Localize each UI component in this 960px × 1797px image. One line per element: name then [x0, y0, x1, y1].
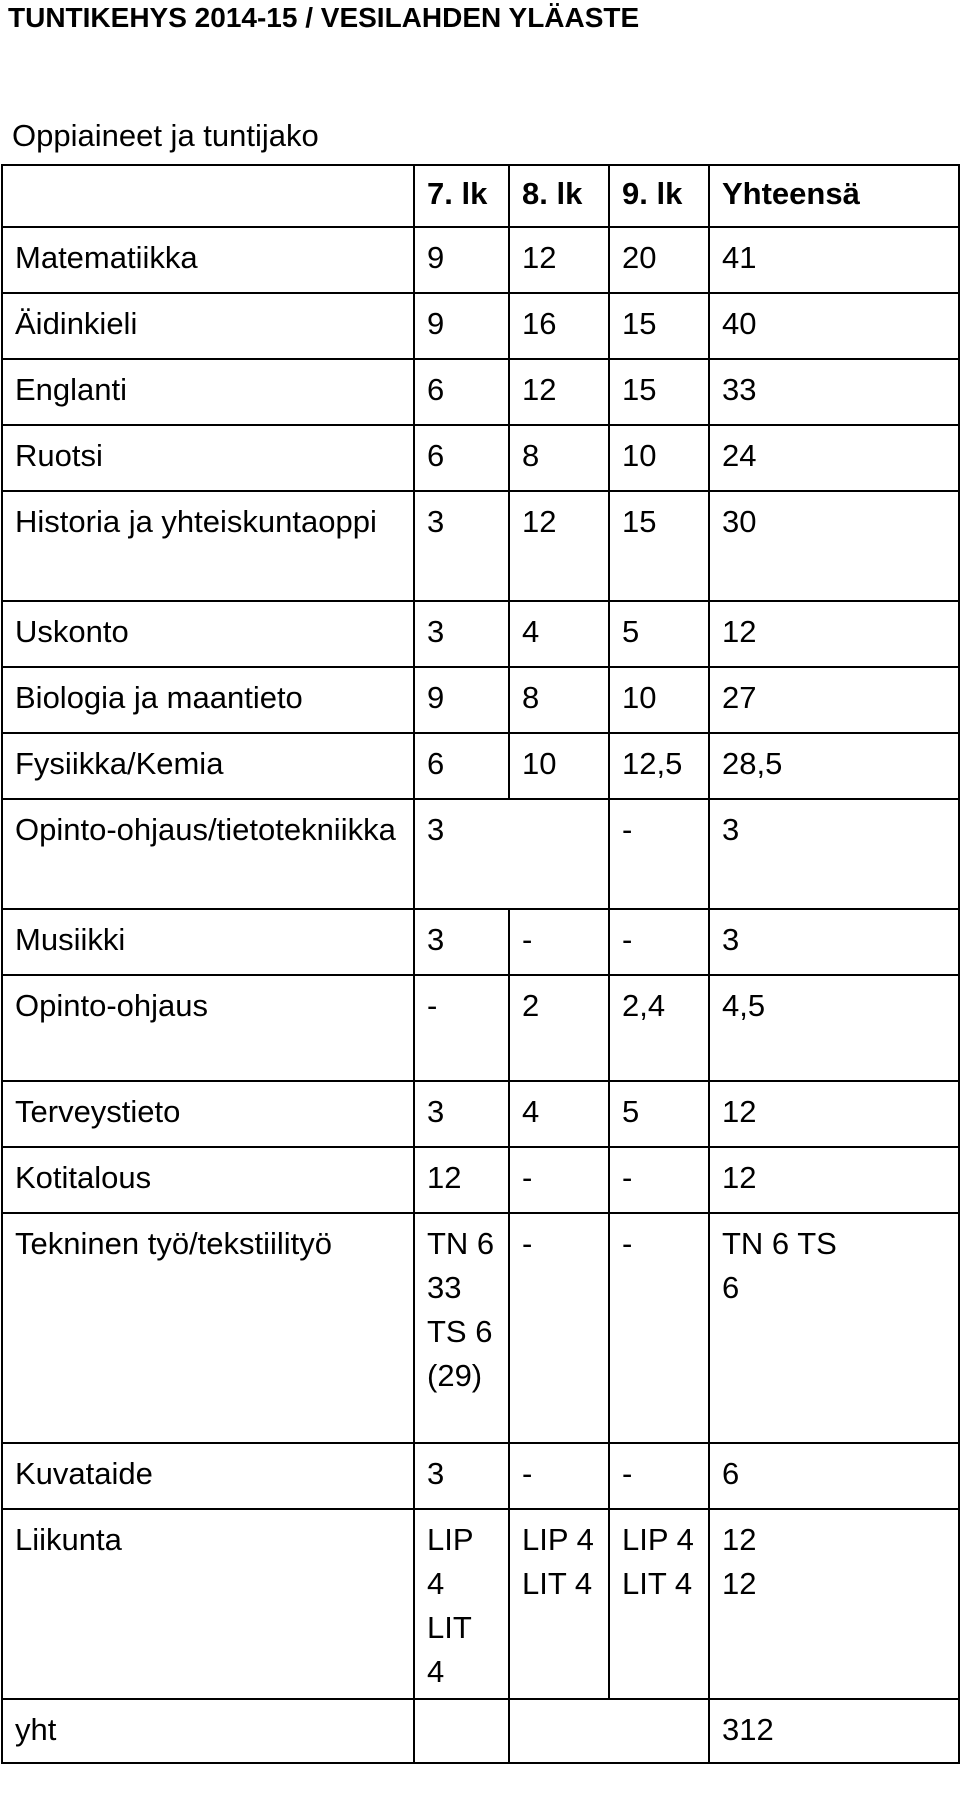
cell-grade-9: 5: [609, 601, 709, 667]
cell-subject: Opinto-ohjaus/tietotekniikka: [2, 799, 414, 909]
table-row: [2, 425, 959, 491]
cell-grade-9: 12,5: [609, 733, 709, 799]
table-row: [2, 491, 959, 601]
cell-total: 33: [709, 359, 959, 425]
cell-total: 4,5: [709, 975, 959, 1081]
cell-grade-9: 20: [609, 227, 709, 293]
cell-grade-7: -: [414, 975, 509, 1081]
document-title: TUNTIKEHYS 2014-15 / VESILAHDEN YLÄASTE: [8, 2, 640, 33]
table-row: [2, 1147, 959, 1213]
cell-grade-8: LIP 4 LIT 4: [509, 1509, 609, 1699]
cell-total: 28,5: [709, 733, 959, 799]
cell-total: 12 12: [709, 1509, 959, 1699]
cell-grade-9: 5: [609, 1081, 709, 1147]
cell-grade-7: [414, 1699, 509, 1763]
table-row: [2, 227, 959, 293]
table-row-total: [2, 1699, 959, 1763]
table-row: [2, 1443, 959, 1509]
cell-grade-7: 12: [414, 1147, 509, 1213]
cell-grade-9: 2,4: [609, 975, 709, 1081]
cell-grade-8: 10: [509, 733, 609, 799]
cell-grade-9: 15: [609, 359, 709, 425]
cell-total: 6: [709, 1443, 959, 1509]
cell-grade-9: -: [609, 1147, 709, 1213]
cell-grade-7: LIP 4 LIT 4: [414, 1509, 509, 1699]
cell-total: 12: [709, 1081, 959, 1147]
cell-subject: Uskonto: [2, 601, 414, 667]
cell-grade-7: 3: [414, 1443, 509, 1509]
cell-grade-8: 12: [509, 491, 609, 601]
table-row: [2, 909, 959, 975]
header-cell-grade-7: 7. lk: [414, 165, 509, 227]
cell-subject: Liikunta: [2, 1509, 414, 1699]
cell-grade-7: 3: [414, 1081, 509, 1147]
table-row: [2, 667, 959, 733]
header-cell-grade-9: 9. lk: [609, 165, 709, 227]
cell-grade-8: 16: [509, 293, 609, 359]
cell-grade-9: 10: [609, 667, 709, 733]
cell-grade-7: 3: [414, 909, 509, 975]
cell-subject: Ruotsi: [2, 425, 414, 491]
cell-grade-9: -: [609, 909, 709, 975]
cell-grade-7: 6: [414, 733, 509, 799]
cell-grade-7: 6: [414, 359, 509, 425]
table-row: [2, 975, 959, 1081]
table-row: [2, 733, 959, 799]
cell-grade-8: 2: [509, 975, 609, 1081]
header-cell-grade-8: 8. lk: [509, 165, 609, 227]
table-header-row: [2, 165, 959, 227]
cell-grade-7: 3: [414, 491, 509, 601]
cell-subject: Biologia ja maantieto: [2, 667, 414, 733]
cell-total: 30: [709, 491, 959, 601]
cell-grade-7: 9: [414, 293, 509, 359]
cell-subject: Kotitalous: [2, 1147, 414, 1213]
cell-subject: Fysiikka/Kemia: [2, 733, 414, 799]
cell-total: 3: [709, 799, 959, 909]
cell-grade-9: -: [609, 799, 709, 909]
cell-grade-8: -: [509, 909, 609, 975]
table-row: [2, 359, 959, 425]
cell-subject: Historia ja yhteiskuntaoppi: [2, 491, 414, 601]
header-cell-subject: [2, 165, 414, 227]
cell-grade-9: LIP 4 LIT 4: [609, 1509, 709, 1699]
cell-grade-8: [509, 1699, 609, 1763]
cell-grade-8: 8: [509, 667, 609, 733]
cell-subject: Tekninen työ/tekstiilityö: [2, 1213, 414, 1443]
cell-grade-8: -: [509, 1147, 609, 1213]
cell-grade-8: 4: [509, 601, 609, 667]
cell-subject: Englanti: [2, 359, 414, 425]
timetable-table: [1, 164, 960, 1764]
cell-grade-9: 10: [609, 425, 709, 491]
cell-grade-7: 3: [414, 799, 509, 909]
cell-grade-8: -: [509, 1213, 609, 1443]
cell-grade-9: -: [609, 1443, 709, 1509]
cell-total: 3: [709, 909, 959, 975]
table-row: [2, 1509, 959, 1699]
cell-total: 24: [709, 425, 959, 491]
cell-grade-7: 9: [414, 667, 509, 733]
cell-total: 12: [709, 601, 959, 667]
cell-subject: Äidinkieli: [2, 293, 414, 359]
cell-grade-8: 12: [509, 227, 609, 293]
cell-subject: Opinto-ohjaus: [2, 975, 414, 1081]
cell-total: 12: [709, 1147, 959, 1213]
cell-total: TN 6 TS 6: [709, 1213, 959, 1443]
cell-subject: Terveystieto: [2, 1081, 414, 1147]
cell-total: 312: [709, 1699, 959, 1763]
cell-grade-9: -: [609, 1213, 709, 1443]
cell-grade-7: TN 6 33 TS 6 (29): [414, 1213, 509, 1443]
cell-grade-9: 15: [609, 293, 709, 359]
cell-grade-7: 6: [414, 425, 509, 491]
cell-grade-8: 8: [509, 425, 609, 491]
cell-total: 41: [709, 227, 959, 293]
cell-grade-9: 15: [609, 491, 709, 601]
table-row: [2, 1213, 959, 1443]
cell-total: 27: [709, 667, 959, 733]
table-row: [2, 799, 959, 909]
table-row: [2, 293, 959, 359]
cell-total: 40: [709, 293, 959, 359]
cell-grade-8: -: [509, 1443, 609, 1509]
cell-grade-9: [609, 1699, 709, 1763]
table-row: [2, 601, 959, 667]
table-row: [2, 1081, 959, 1147]
cell-subject: yht: [2, 1699, 414, 1763]
header-cell-total: Yhteensä: [709, 165, 959, 227]
cell-grade-7: 9: [414, 227, 509, 293]
table-caption: Oppiaineet ja tuntijako: [12, 118, 319, 153]
cell-grade-8: [509, 799, 609, 909]
cell-grade-8: 4: [509, 1081, 609, 1147]
cell-subject: Matematiikka: [2, 227, 414, 293]
cell-grade-8: 12: [509, 359, 609, 425]
cell-subject: Musiikki: [2, 909, 414, 975]
cell-grade-7: 3: [414, 601, 509, 667]
cell-subject: Kuvataide: [2, 1443, 414, 1509]
